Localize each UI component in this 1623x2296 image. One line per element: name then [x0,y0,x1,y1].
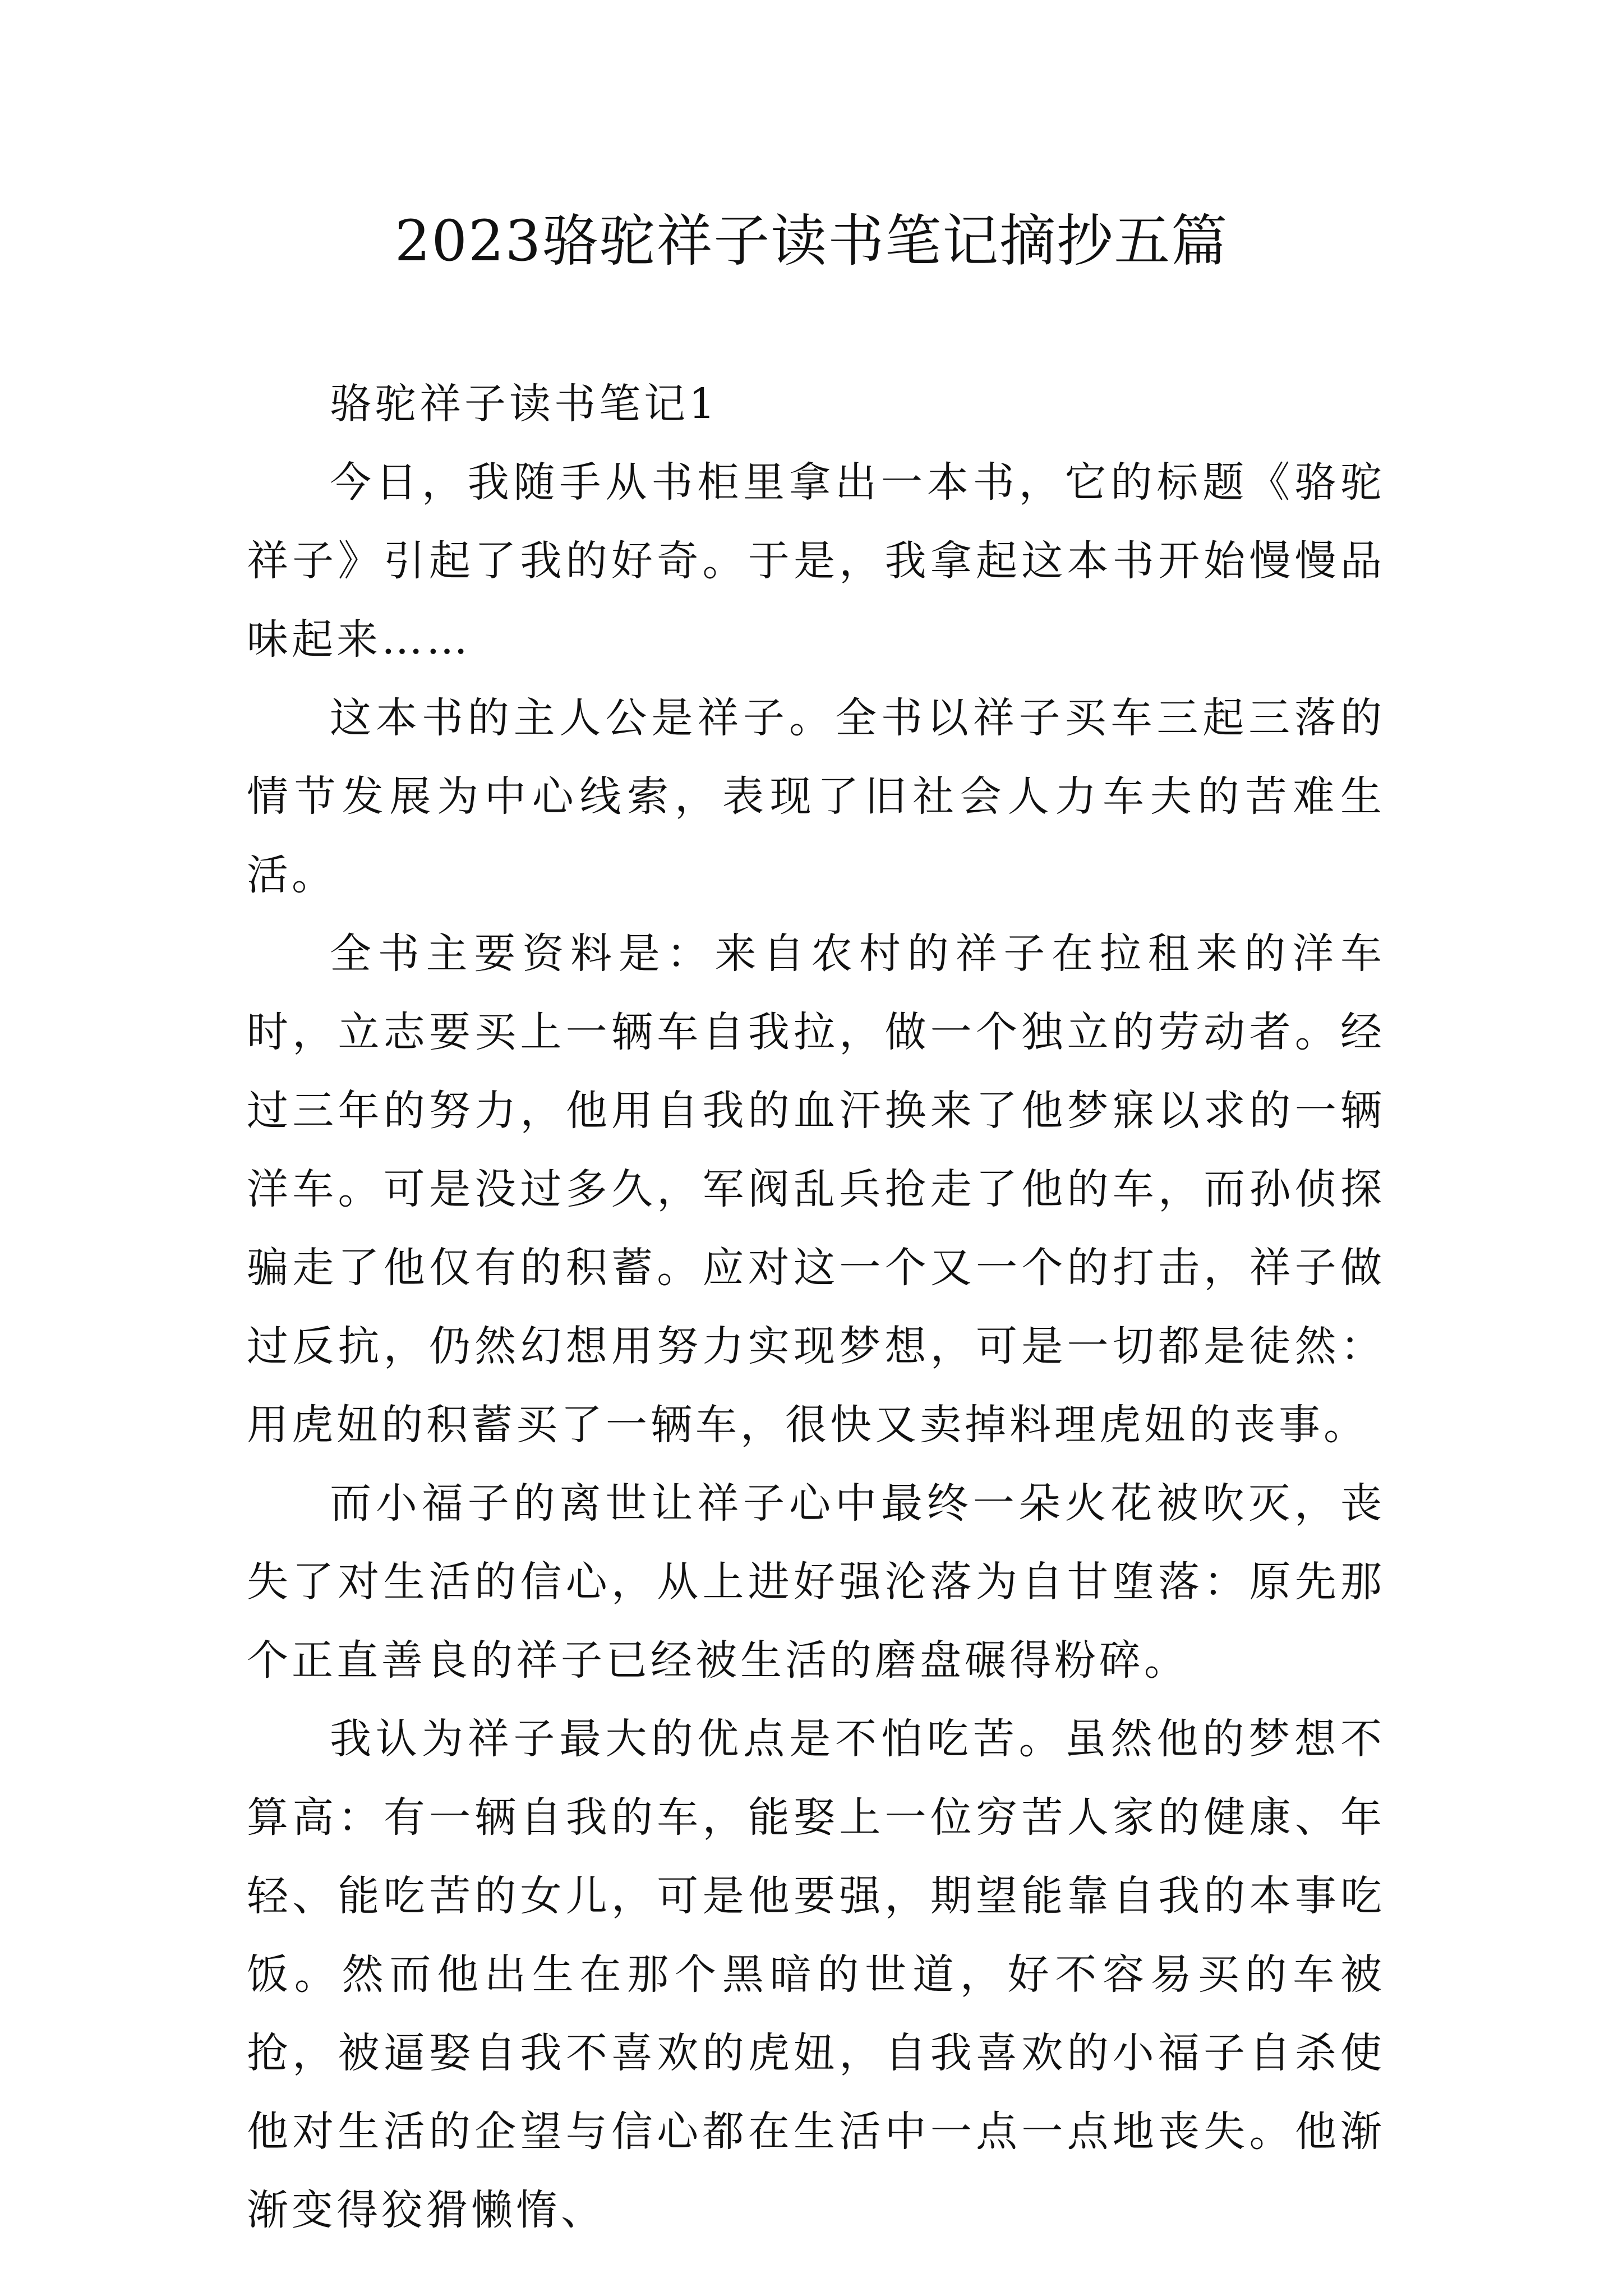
paragraph-3: 全书主要资料是：来自农村的祥子在拉租来的洋车时，立志要买上一辆车自我拉，做一个独立的劳动者。经过三年的努力，他用自我的血汗换来了他梦寐以求的一辆洋车。可是没过多久，军阀乱兵抢走了他的车，而孙侦探骗走了他仅有的积蓄。应对这一个又一个的打击，祥子做过反抗，仍然幻想用努力实现梦想，可是一切都是徒然：用虎妞的积蓄买了一辆车，很快又卖掉料理虎妞的丧事。 [247,930,1385,1449]
paragraph-5: 我认为祥子最大的优点是不怕吃苦。虽然他的梦想不算高：有一辆自我的车，能娶上一位穷苦人家的健康、年轻、能吃苦的女儿，可是他要强，期望能靠自我的本事吃饭。然而他出生在那个黑暗的世道，好不容易买的车被抢，被逼娶自我不喜欢的虎妞，自我喜欢的小福子自杀使他对生活的企望与信心都在生活中一点一点地丧失。他渐渐变得狡猾懒惰、 [247,1715,1385,2234]
paragraph-4: 而小福子的离世让祥子心中最终一朵火花被吹灭，丧失了对生活的信心，从上进好强沦落为自甘堕落：原先那个正直善良的祥子已经被生活的磨盘碾得粉碎。 [247,1479,1385,1685]
document-title: 2023骆驼祥子读书笔记摘抄五篇 [394,208,1229,274]
section-heading: 骆驼祥子读书笔记1 [330,380,719,428]
paragraph-1: 今日，我随手从书柜里拿出一本书，它的标题《骆驼祥子》引起了我的好奇。于是，我拿起这本书开始慢慢品味起来…… [247,458,1385,664]
paragraph-2: 这本书的主人公是祥子。全书以祥子买车三起三落的情节发展为中心线索，表现了旧社会人力车夫的苦难生活。 [247,694,1385,899]
document-body [247,365,1385,2249]
